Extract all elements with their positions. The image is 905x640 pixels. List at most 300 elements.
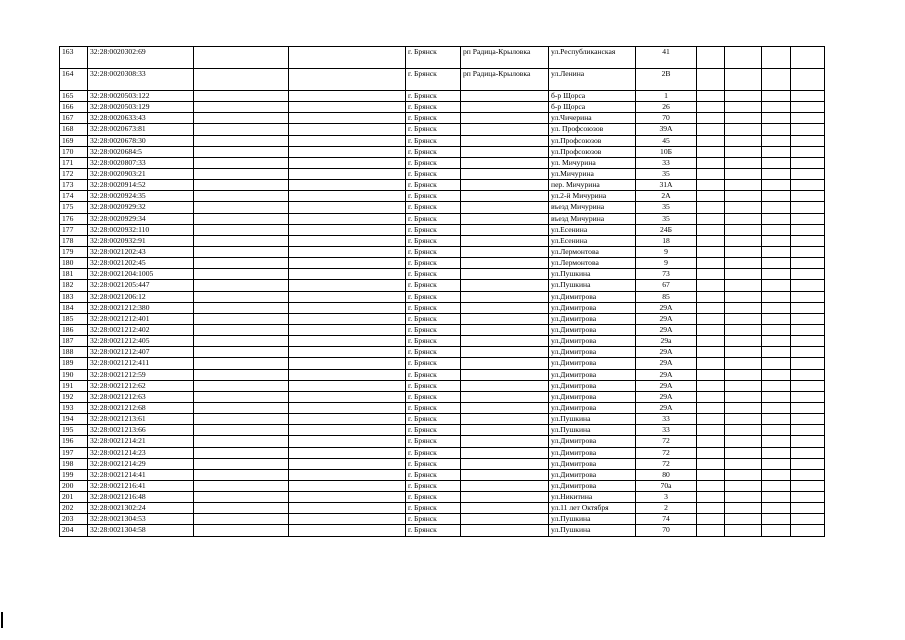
city-cell: г. Брянск <box>406 402 461 413</box>
city-cell: г. Брянск <box>406 146 461 157</box>
row-number-cell: 187 <box>60 336 88 347</box>
table-row <box>60 47 825 69</box>
row-number-cell: 201 <box>60 492 88 503</box>
empty-cell <box>762 280 791 291</box>
empty-cell <box>725 135 762 146</box>
cadastral-number-cell: 32:28:0021216:48 <box>88 492 194 503</box>
house-number-cell: 29А <box>636 391 697 402</box>
empty-cell <box>791 480 825 491</box>
cadastral-number-cell: 32:28:0021212:380 <box>88 302 194 313</box>
empty-cell <box>289 258 406 269</box>
empty-cell <box>725 146 762 157</box>
empty-cell <box>194 113 289 124</box>
cadastral-number-cell: 32:28:0020673:81 <box>88 124 194 135</box>
cadastral-number-cell: 32:28:0020914:52 <box>88 180 194 191</box>
empty-cell <box>697 302 725 313</box>
empty-cell <box>791 213 825 224</box>
empty-cell <box>194 302 289 313</box>
city-cell: г. Брянск <box>406 414 461 425</box>
empty-cell <box>762 47 791 69</box>
cadastral-number-cell: 32:28:0020807:33 <box>88 157 194 168</box>
empty-cell <box>697 280 725 291</box>
empty-cell <box>762 447 791 458</box>
empty-cell <box>194 157 289 168</box>
row-number-cell: 202 <box>60 503 88 514</box>
empty-cell <box>762 336 791 347</box>
city-cell: г. Брянск <box>406 113 461 124</box>
empty-cell <box>762 480 791 491</box>
empty-cell <box>697 235 725 246</box>
row-number-cell: 189 <box>60 358 88 369</box>
empty-cell <box>762 380 791 391</box>
empty-cell <box>725 269 762 280</box>
district-cell <box>461 168 549 179</box>
city-cell: г. Брянск <box>406 269 461 280</box>
district-cell <box>461 135 549 146</box>
empty-cell <box>194 391 289 402</box>
empty-cell <box>697 269 725 280</box>
empty-cell <box>289 280 406 291</box>
street-cell: ул.Есенина <box>549 224 636 235</box>
house-number-cell: 2А <box>636 191 697 202</box>
row-number-cell: 180 <box>60 258 88 269</box>
empty-cell <box>289 358 406 369</box>
page-edge-mark <box>1 612 3 628</box>
district-cell <box>461 436 549 447</box>
empty-cell <box>697 146 725 157</box>
row-number-cell: 203 <box>60 514 88 525</box>
empty-cell <box>194 246 289 257</box>
district-cell <box>461 113 549 124</box>
empty-cell <box>194 480 289 491</box>
street-cell: ул.2-й Мичурина <box>549 191 636 202</box>
empty-cell <box>194 514 289 525</box>
street-cell: ул.Пушкина <box>549 514 636 525</box>
city-cell: г. Брянск <box>406 168 461 179</box>
empty-cell <box>697 414 725 425</box>
table-row <box>60 69 825 91</box>
table-row <box>60 358 825 369</box>
empty-cell <box>194 369 289 380</box>
empty-cell <box>697 380 725 391</box>
cadastral-number-cell: 32:28:0021216:41 <box>88 480 194 491</box>
house-number-cell: 9 <box>636 246 697 257</box>
street-cell: ул.Димитрова <box>549 436 636 447</box>
city-cell: г. Брянск <box>406 313 461 324</box>
row-number-cell: 174 <box>60 191 88 202</box>
empty-cell <box>762 324 791 335</box>
row-number-cell: 177 <box>60 224 88 235</box>
empty-cell <box>697 291 725 302</box>
empty-cell <box>762 246 791 257</box>
empty-cell <box>762 436 791 447</box>
row-number-cell: 176 <box>60 213 88 224</box>
cadastral-number-cell: 32:28:0021212:401 <box>88 313 194 324</box>
empty-cell <box>289 135 406 146</box>
row-number-cell: 195 <box>60 425 88 436</box>
house-number-cell: 29А <box>636 369 697 380</box>
empty-cell <box>725 47 762 69</box>
row-number-cell: 204 <box>60 525 88 536</box>
cadastral-number-cell: 32:28:0021204:1005 <box>88 269 194 280</box>
table-body <box>60 47 825 537</box>
empty-cell <box>194 324 289 335</box>
empty-cell <box>697 258 725 269</box>
city-cell: г. Брянск <box>406 102 461 113</box>
city-cell: г. Брянск <box>406 124 461 135</box>
empty-cell <box>725 280 762 291</box>
empty-cell <box>791 180 825 191</box>
empty-cell <box>697 224 725 235</box>
table-row <box>60 269 825 280</box>
empty-cell <box>289 224 406 235</box>
house-number-cell: 80 <box>636 469 697 480</box>
district-cell: рп Радица-Крыловка <box>461 47 549 69</box>
row-number-cell: 170 <box>60 146 88 157</box>
empty-cell <box>697 514 725 525</box>
empty-cell <box>289 235 406 246</box>
cadastral-number-cell: 32:28:0021214:41 <box>88 469 194 480</box>
cadastral-number-cell: 32:28:0020684:5 <box>88 146 194 157</box>
table-row <box>60 213 825 224</box>
table-row <box>60 202 825 213</box>
empty-cell <box>289 146 406 157</box>
district-cell <box>461 280 549 291</box>
district-cell <box>461 269 549 280</box>
empty-cell <box>289 246 406 257</box>
cadastral-number-cell: 32:28:0021212:63 <box>88 391 194 402</box>
street-cell: ул. Мичурина <box>549 157 636 168</box>
table-row <box>60 347 825 358</box>
empty-cell <box>791 224 825 235</box>
empty-cell <box>762 124 791 135</box>
row-number-cell: 173 <box>60 180 88 191</box>
table-row <box>60 91 825 102</box>
empty-cell <box>697 213 725 224</box>
empty-cell <box>762 102 791 113</box>
empty-cell <box>725 369 762 380</box>
empty-cell <box>762 258 791 269</box>
row-number-cell: 179 <box>60 246 88 257</box>
empty-cell <box>762 525 791 536</box>
cadastral-number-cell: 32:28:0021212:407 <box>88 347 194 358</box>
empty-cell <box>791 414 825 425</box>
row-number-cell: 167 <box>60 113 88 124</box>
empty-cell <box>194 135 289 146</box>
empty-cell <box>194 525 289 536</box>
empty-cell <box>791 313 825 324</box>
district-cell <box>461 235 549 246</box>
row-number-cell: 196 <box>60 436 88 447</box>
street-cell: ул.Димитрова <box>549 447 636 458</box>
empty-cell <box>725 224 762 235</box>
row-number-cell: 191 <box>60 380 88 391</box>
empty-cell <box>289 525 406 536</box>
street-cell: ул. Профсоюзов <box>549 124 636 135</box>
city-cell: г. Брянск <box>406 224 461 235</box>
empty-cell <box>725 380 762 391</box>
empty-cell <box>194 492 289 503</box>
empty-cell <box>762 168 791 179</box>
empty-cell <box>697 525 725 536</box>
district-cell <box>461 391 549 402</box>
city-cell: г. Брянск <box>406 358 461 369</box>
empty-cell <box>697 191 725 202</box>
empty-cell <box>289 180 406 191</box>
empty-cell <box>762 458 791 469</box>
empty-cell <box>697 369 725 380</box>
empty-cell <box>194 213 289 224</box>
empty-cell <box>194 458 289 469</box>
cadastral-number-cell: 32:28:0021212:411 <box>88 358 194 369</box>
cadastral-number-cell: 32:28:0021205:447 <box>88 280 194 291</box>
street-cell: б-р Щорса <box>549 91 636 102</box>
empty-cell <box>194 447 289 458</box>
cadastral-number-cell: 32:28:0021214:21 <box>88 436 194 447</box>
empty-cell <box>791 246 825 257</box>
empty-cell <box>697 391 725 402</box>
empty-cell <box>194 425 289 436</box>
house-number-cell: 1 <box>636 91 697 102</box>
district-cell <box>461 514 549 525</box>
empty-cell <box>697 503 725 514</box>
cadastral-number-cell: 32:28:0021212:68 <box>88 402 194 413</box>
empty-cell <box>791 69 825 91</box>
house-number-cell: 72 <box>636 436 697 447</box>
district-cell <box>461 469 549 480</box>
street-cell: ул.Димитрова <box>549 358 636 369</box>
table-row <box>60 492 825 503</box>
empty-cell <box>791 402 825 413</box>
district-cell <box>461 336 549 347</box>
district-cell <box>461 503 549 514</box>
house-number-cell: 72 <box>636 447 697 458</box>
empty-cell <box>289 113 406 124</box>
empty-cell <box>725 124 762 135</box>
district-cell <box>461 246 549 257</box>
cadastral-number-cell: 32:28:0021202:45 <box>88 258 194 269</box>
city-cell: г. Брянск <box>406 480 461 491</box>
street-cell: въезд Мичурина <box>549 213 636 224</box>
table-row <box>60 514 825 525</box>
street-cell: ул.Димитрова <box>549 402 636 413</box>
table-row <box>60 291 825 302</box>
district-cell <box>461 102 549 113</box>
street-cell: ул.Димитрова <box>549 302 636 313</box>
empty-cell <box>791 514 825 525</box>
cadastral-number-cell: 32:28:0021302:24 <box>88 503 194 514</box>
empty-cell <box>791 113 825 124</box>
empty-cell <box>725 336 762 347</box>
house-number-cell: 70 <box>636 113 697 124</box>
city-cell: г. Брянск <box>406 291 461 302</box>
empty-cell <box>725 202 762 213</box>
empty-cell <box>791 280 825 291</box>
empty-cell <box>725 324 762 335</box>
empty-cell <box>697 336 725 347</box>
empty-cell <box>791 157 825 168</box>
empty-cell <box>697 347 725 358</box>
empty-cell <box>725 235 762 246</box>
empty-cell <box>762 191 791 202</box>
empty-cell <box>697 47 725 69</box>
house-number-cell: 73 <box>636 269 697 280</box>
street-cell: ул.Пушкина <box>549 269 636 280</box>
district-cell <box>461 347 549 358</box>
city-cell: г. Брянск <box>406 157 461 168</box>
street-cell: ул.Димитрова <box>549 469 636 480</box>
district-cell <box>461 202 549 213</box>
table-row <box>60 324 825 335</box>
street-cell: ул.Димитрова <box>549 324 636 335</box>
house-number-cell: 39А <box>636 124 697 135</box>
street-cell: ул.Республиканская <box>549 47 636 69</box>
empty-cell <box>289 469 406 480</box>
street-cell: ул.Лермонтова <box>549 246 636 257</box>
table-row <box>60 180 825 191</box>
house-number-cell: 29А <box>636 347 697 358</box>
empty-cell <box>289 447 406 458</box>
table-row <box>60 135 825 146</box>
empty-cell <box>725 180 762 191</box>
cadastral-number-cell: 32:28:0020924:35 <box>88 191 194 202</box>
empty-cell <box>194 202 289 213</box>
table-row <box>60 102 825 113</box>
district-cell <box>461 369 549 380</box>
district-cell <box>461 157 549 168</box>
empty-cell <box>791 369 825 380</box>
cadastral-number-cell: 32:28:0020932:91 <box>88 235 194 246</box>
empty-cell <box>791 436 825 447</box>
table-row <box>60 313 825 324</box>
empty-cell <box>697 313 725 324</box>
cadastral-number-cell: 32:28:0021212:62 <box>88 380 194 391</box>
empty-cell <box>697 492 725 503</box>
house-number-cell: 41 <box>636 47 697 69</box>
district-cell <box>461 302 549 313</box>
empty-cell <box>697 202 725 213</box>
cadastral-number-cell: 32:28:0021213:61 <box>88 414 194 425</box>
empty-cell <box>289 347 406 358</box>
house-number-cell: 29А <box>636 313 697 324</box>
district-cell <box>461 313 549 324</box>
table-row <box>60 336 825 347</box>
house-number-cell: 31А <box>636 180 697 191</box>
empty-cell <box>725 525 762 536</box>
table-row <box>60 258 825 269</box>
city-cell: г. Брянск <box>406 492 461 503</box>
empty-cell <box>791 492 825 503</box>
table-row <box>60 168 825 179</box>
house-number-cell: 70а <box>636 480 697 491</box>
empty-cell <box>289 436 406 447</box>
empty-cell <box>762 146 791 157</box>
street-cell: ул.Димитрова <box>549 347 636 358</box>
empty-cell <box>194 469 289 480</box>
empty-cell <box>791 47 825 69</box>
empty-cell <box>289 157 406 168</box>
empty-cell <box>791 91 825 102</box>
empty-cell <box>791 269 825 280</box>
city-cell: г. Брянск <box>406 191 461 202</box>
row-number-cell: 169 <box>60 135 88 146</box>
city-cell: г. Брянск <box>406 280 461 291</box>
row-number-cell: 192 <box>60 391 88 402</box>
empty-cell <box>725 191 762 202</box>
empty-cell <box>194 124 289 135</box>
empty-cell <box>725 514 762 525</box>
street-cell: ул.Димитрова <box>549 313 636 324</box>
empty-cell <box>289 168 406 179</box>
empty-cell <box>791 258 825 269</box>
empty-cell <box>697 157 725 168</box>
table-row <box>60 503 825 514</box>
empty-cell <box>289 291 406 302</box>
house-number-cell: 29А <box>636 380 697 391</box>
district-cell: рп Радица-Крыловка <box>461 69 549 91</box>
house-number-cell: 70 <box>636 525 697 536</box>
empty-cell <box>791 447 825 458</box>
empty-cell <box>725 492 762 503</box>
row-number-cell: 165 <box>60 91 88 102</box>
district-cell <box>461 213 549 224</box>
house-number-cell: 24Б <box>636 224 697 235</box>
street-cell: ул.Профсоюзов <box>549 146 636 157</box>
empty-cell <box>762 514 791 525</box>
empty-cell <box>725 503 762 514</box>
empty-cell <box>697 480 725 491</box>
city-cell: г. Брянск <box>406 514 461 525</box>
cadastral-number-cell: 32:28:0021212:405 <box>88 336 194 347</box>
district-cell <box>461 291 549 302</box>
cadastral-number-cell: 32:28:0020633:43 <box>88 113 194 124</box>
empty-cell <box>289 492 406 503</box>
empty-cell <box>289 391 406 402</box>
empty-cell <box>762 235 791 246</box>
district-cell <box>461 458 549 469</box>
cadastral-number-cell: 32:28:0021212:59 <box>88 369 194 380</box>
city-cell: г. Брянск <box>406 336 461 347</box>
city-cell: г. Брянск <box>406 180 461 191</box>
empty-cell <box>762 302 791 313</box>
city-cell: г. Брянск <box>406 91 461 102</box>
city-cell: г. Брянск <box>406 469 461 480</box>
street-cell: ул.Профсоюзов <box>549 135 636 146</box>
house-number-cell: 35 <box>636 213 697 224</box>
city-cell: г. Брянск <box>406 246 461 257</box>
city-cell: г. Брянск <box>406 258 461 269</box>
empty-cell <box>194 336 289 347</box>
street-cell: ул.Димитрова <box>549 291 636 302</box>
house-number-cell: 3 <box>636 492 697 503</box>
empty-cell <box>194 47 289 69</box>
empty-cell <box>697 135 725 146</box>
empty-cell <box>289 480 406 491</box>
row-number-cell: 194 <box>60 414 88 425</box>
empty-cell <box>791 425 825 436</box>
cadastral-number-cell: 32:28:0020929:34 <box>88 213 194 224</box>
empty-cell <box>725 157 762 168</box>
empty-cell <box>725 246 762 257</box>
empty-cell <box>194 402 289 413</box>
empty-cell <box>697 102 725 113</box>
empty-cell <box>762 135 791 146</box>
empty-cell <box>725 436 762 447</box>
empty-cell <box>194 69 289 91</box>
row-number-cell: 164 <box>60 69 88 91</box>
empty-cell <box>762 492 791 503</box>
row-number-cell: 198 <box>60 458 88 469</box>
